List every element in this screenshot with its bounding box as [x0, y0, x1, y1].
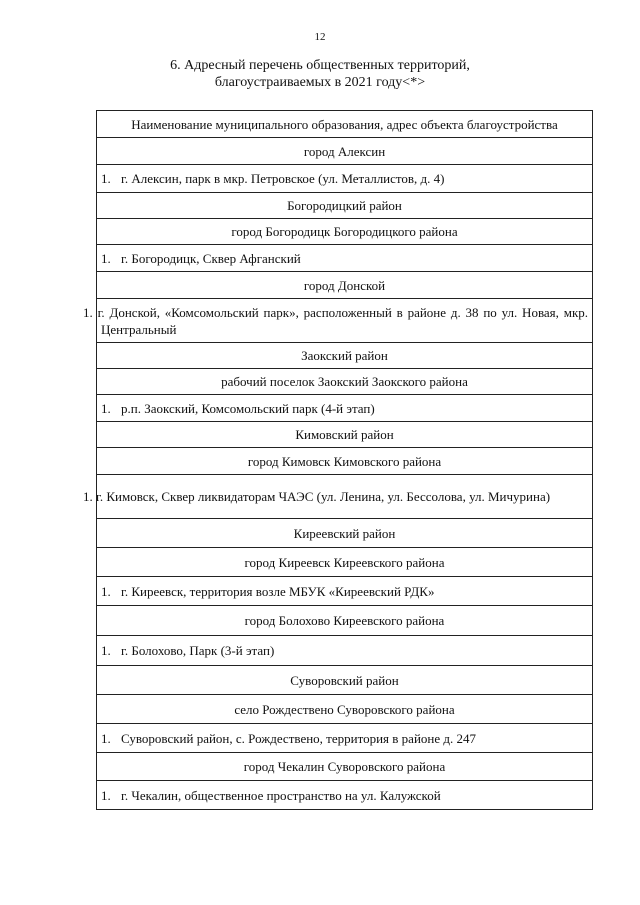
- territory-table: [83, 110, 593, 810]
- group-cell: город Донской: [97, 272, 593, 299]
- group-row: [97, 753, 593, 781]
- section-title: [0, 57, 640, 91]
- group-row: [97, 422, 593, 448]
- item-number: 1.: [101, 171, 111, 186]
- item-number: 1.: [101, 400, 111, 416]
- group-row: [97, 519, 593, 548]
- group-cell: село Рождествено Суворовского района: [97, 695, 593, 724]
- group-cell: рабочий поселок Заокский Заокского района: [97, 369, 593, 395]
- item-text: г. Кимовск, Сквер ликвидаторам ЧАЭС (ул. Ленина, ул. Бессолова, ул. Мичурина): [96, 489, 551, 504]
- group-cell: город Болохово Киреевского района: [97, 606, 593, 636]
- item-cell: [97, 781, 593, 810]
- group-row: [97, 666, 593, 695]
- item-text: г. Богородицк, Сквер Афганский: [121, 250, 301, 266]
- item-row: [97, 245, 593, 272]
- item-cell: [97, 724, 593, 753]
- item-text: г. Болохово, Парк (3-й этап): [121, 643, 275, 658]
- group-cell: город Киреевск Киреевского района: [97, 548, 593, 577]
- group-cell: Кимовский район: [97, 422, 593, 448]
- item-cell: [97, 636, 593, 666]
- group-cell: Богородицкий район: [97, 193, 593, 219]
- item-row: [97, 165, 593, 193]
- item-row: [97, 724, 593, 753]
- item-row: [97, 299, 593, 343]
- group-cell: Заокский район: [97, 343, 593, 369]
- group-cell: город Алексин: [97, 138, 593, 165]
- group-row: [97, 343, 593, 369]
- page-number: 12: [314, 31, 326, 43]
- item-number: 1.: [101, 583, 111, 599]
- item-row: [97, 636, 593, 666]
- group-row: [97, 448, 593, 475]
- item-text: Суворовский район, с. Рождествено, территория в районе д. 247: [121, 730, 476, 746]
- group-row: [97, 219, 593, 245]
- group-cell: город Богородицк Богородицкого района: [97, 219, 593, 245]
- item-number: 1.: [101, 787, 111, 803]
- item-cell: [83, 475, 593, 519]
- item-number: 1.: [101, 643, 111, 658]
- group-cell: город Кимовск Кимовского района: [97, 448, 593, 475]
- item-text: г. Донской, «Комсомольский парк», расположенный в районе д. 38 по ул. Новая, мкр. Центральный: [97, 304, 589, 337]
- item-row: [97, 475, 593, 519]
- item-text: р.п. Заокский, Комсомольский парк (4-й этап): [121, 400, 375, 416]
- item-cell: [97, 165, 593, 193]
- group-cell: Киреевский район: [97, 519, 593, 548]
- group-cell: город Чекалин Суворовского района: [97, 753, 593, 781]
- item-row: [97, 395, 593, 422]
- group-row: [97, 272, 593, 299]
- group-row: [97, 369, 593, 395]
- group-row: [97, 548, 593, 577]
- group-cell: Суворовский район: [97, 666, 593, 695]
- item-text: г. Чекалин, общественное пространство на ул. Калужской: [121, 787, 441, 803]
- group-row: [97, 695, 593, 724]
- item-number: 1.: [101, 250, 111, 266]
- group-row: [97, 138, 593, 165]
- table-header-cell: Наименование муниципального образования, адрес объекта благоустройства: [97, 111, 593, 138]
- item-text: г. Киреевск, территория возле МБУК «Киреевский РДК»: [121, 583, 435, 599]
- item-row: [97, 781, 593, 810]
- item-number: 1.: [101, 730, 111, 746]
- table-header-row: [97, 111, 593, 138]
- item-cell: [97, 395, 593, 422]
- group-row: [97, 193, 593, 219]
- item-text: г. Алексин, парк в мкр. Петровское (ул. Металлистов, д. 4): [121, 171, 445, 186]
- item-number: 1.: [83, 489, 93, 504]
- item-cell: [97, 577, 593, 606]
- item-row: [97, 577, 593, 606]
- item-cell: [83, 299, 593, 343]
- title-line-2: благоустраиваемых в 2021 году<*>: [214, 75, 426, 90]
- title-line-1: 6. Адресный перечень общественных территорий,: [170, 58, 470, 73]
- group-row: [97, 606, 593, 636]
- item-number: 1.: [83, 304, 93, 320]
- item-cell: [97, 245, 593, 272]
